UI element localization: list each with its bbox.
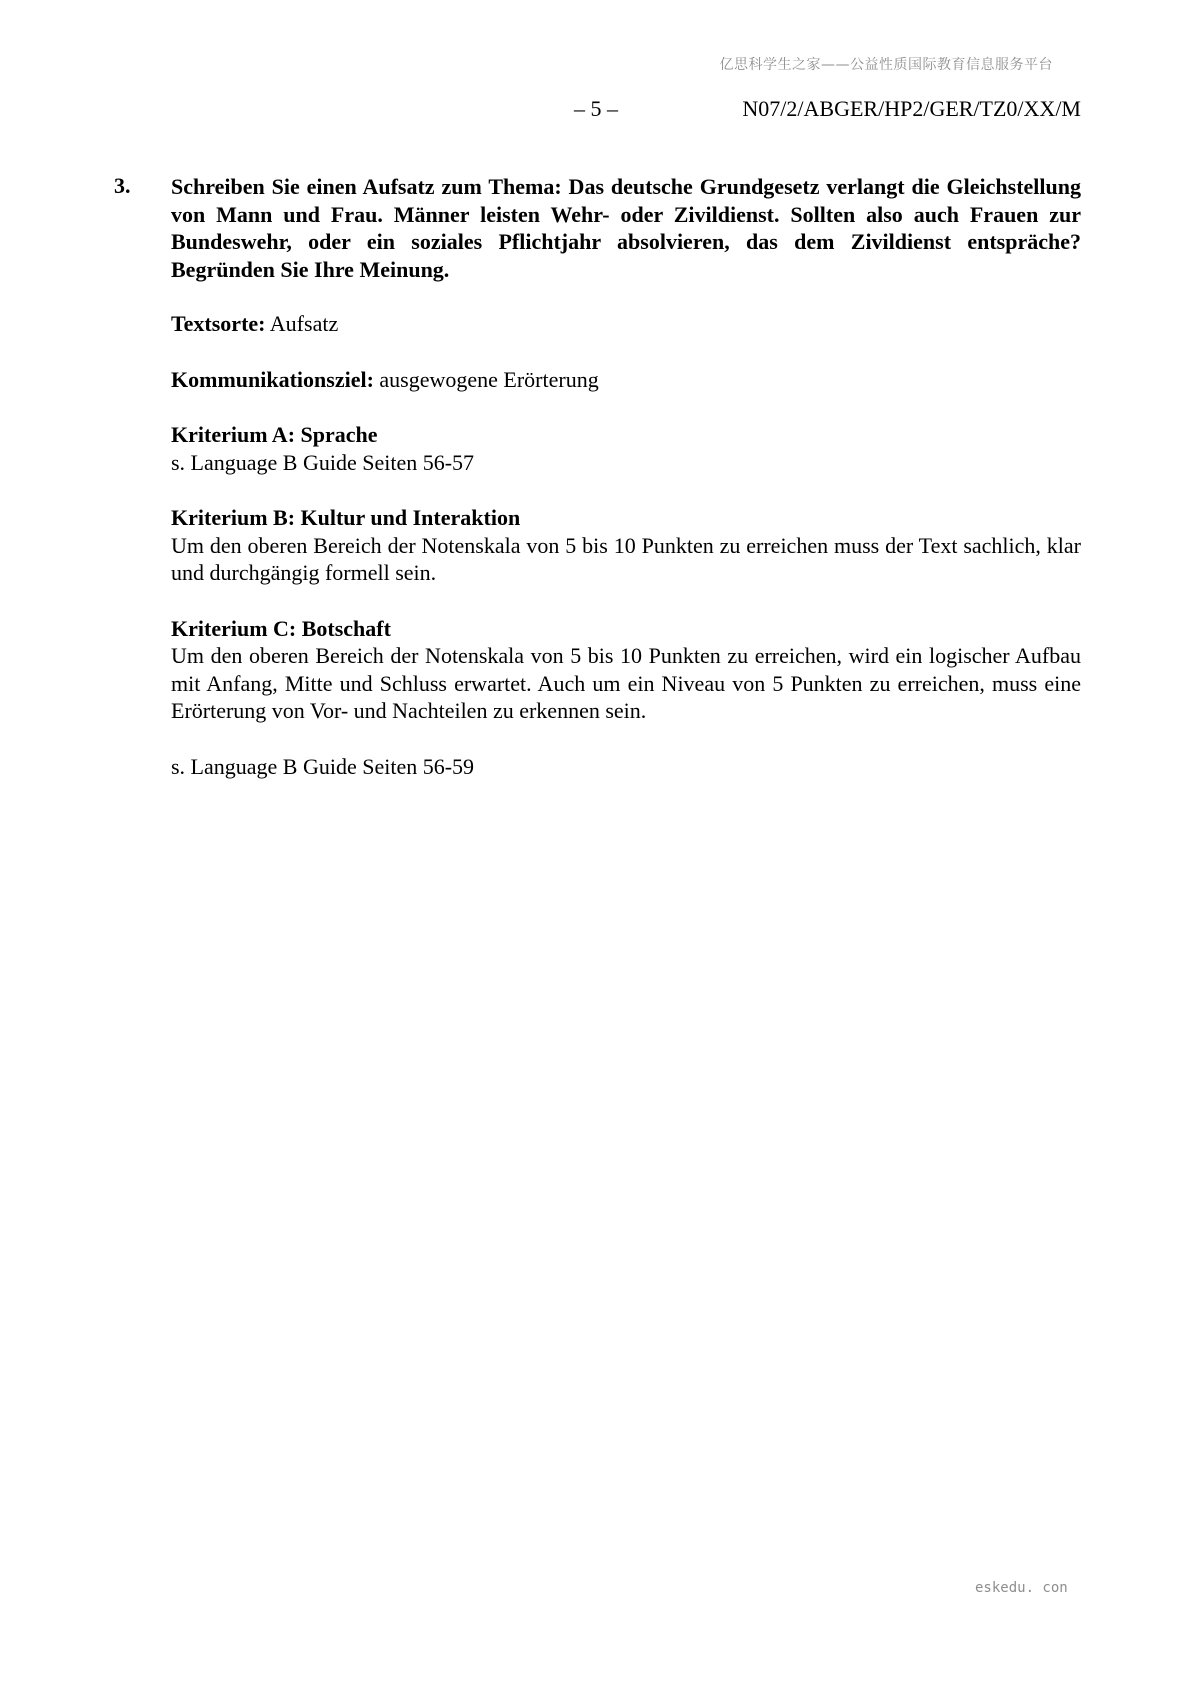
criterion-a-text: s. Language B Guide Seiten 56-57 (171, 449, 475, 475)
guide-reference: s. Language B Guide Seiten 56-59 (171, 753, 475, 779)
textsorte-label: Textsorte: (171, 311, 266, 336)
criterion-b (171, 504, 1081, 587)
kommunikationsziel (171, 366, 1081, 394)
question-text: Schreiben Sie einen Aufsatz zum Thema: Das deutsche Grundgesetz verlangt die Gleichstellung von Mann und Frau. Männer leisten Wehr- oder Zivildienst. Sollten also auch Frauen zur Bundeswehr, oder ein soziales Pflichtjahr absolvieren, das dem Zivildienst entspräche? Begründen Sie Ihre Meinung. (171, 174, 1081, 282)
textsorte (171, 310, 1081, 338)
criterion-c-heading: Kriterium C: Botschaft (171, 615, 391, 641)
question-content (171, 173, 1081, 808)
criterion-a-heading: Kriterium A: Sprache (171, 422, 378, 447)
watermark-bottom: eskedu. con (975, 1580, 1068, 1596)
kommunikationsziel-value: ausgewogene Erörterung (379, 366, 599, 392)
document-code: N07/2/ABGER/HP2/GER/TZ0/XX/M (742, 96, 1081, 121)
kommunikationsziel-label: Kommunikationsziel: (171, 366, 374, 392)
question-number: 3. (114, 173, 131, 198)
criterion-c (171, 615, 1081, 725)
page-number: – 5 – (574, 96, 618, 121)
watermark-top: 亿思科学生之家——公益性质国际教育信息服务平台 (719, 57, 1053, 73)
criterion-b-text: Um den oberen Bereich der Notenskala von 5 bis 10 Punkten zu erreichen muss der Text sachlich, klar und durchgängig formell sein. (171, 532, 1081, 585)
criterion-a (171, 421, 1081, 476)
criterion-c-text: Um den oberen Bereich der Notenskala von 5 bis 10 Punkten zu erreichen, wird ein logischer Aufbau mit Anfang, Mitte und Schluss erwartet. Auch um ein Niveau von 5 Punkten zu erreichen, muss eine Erörterung von Vor- und Nachteilen zu erkennen sein. (171, 643, 1081, 723)
criterion-b-heading: Kriterium B: Kultur und Interaktion (171, 505, 521, 530)
textsorte-value: Aufsatz (269, 311, 339, 336)
